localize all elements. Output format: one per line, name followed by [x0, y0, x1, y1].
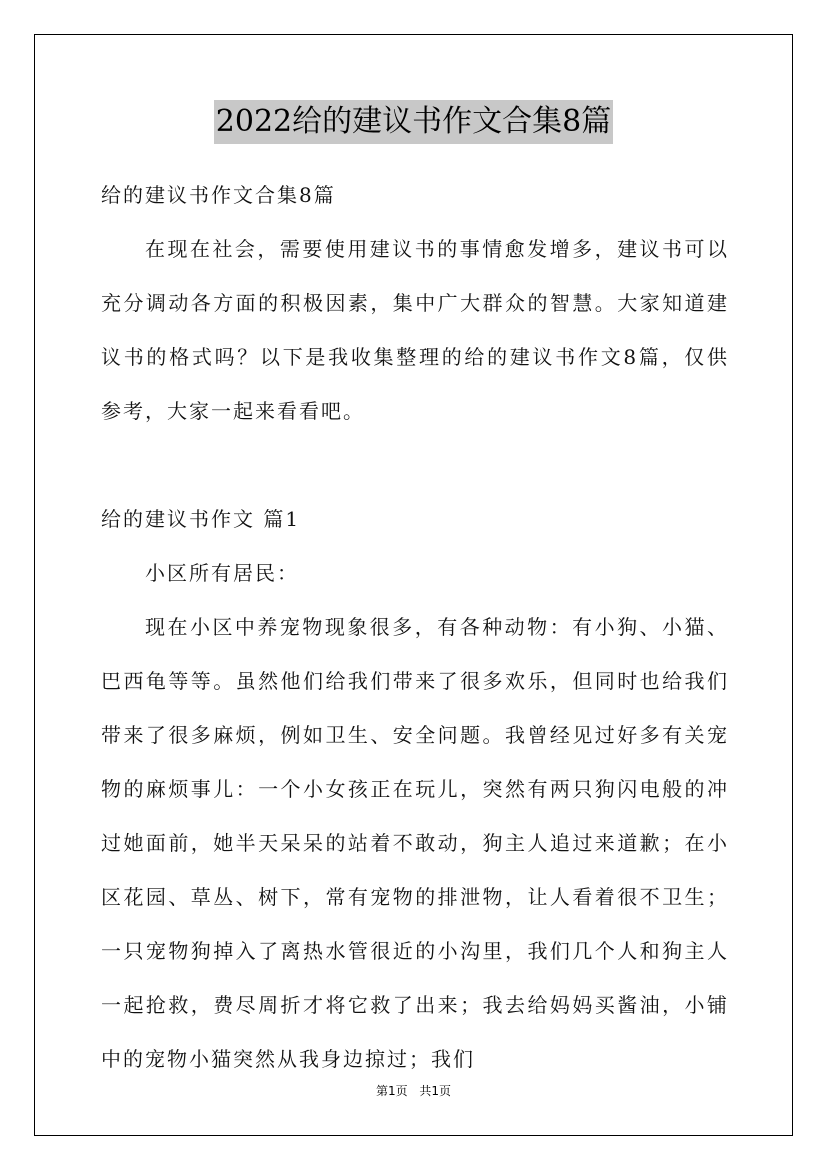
page-total: 共1页: [419, 1084, 452, 1098]
body-paragraph: 现在小区中养宠物现象很多，有各种动物：有小狗、小猫、巴西龟等等。虽然他们给我们带来了很多欢乐，但同时也给我们带来了很多麻烦，例如卫生、安全问题。我曾经见过好多有关宠物的麻烦事儿：一个小女孩正在玩儿，突然有两只狗闪电般的冲过她面前，她半天呆呆的站着不敢动，狗主人追过来道歉；在小区花园、草丛、树下，常有宠物的排泄物，让人看着很不卫生；一只宠物狗掉入了离热水管很近的小沟里，我们几个人和狗主人一起抢救，费尽周折才将它救了出来；我去给妈妈买酱油，小铺中的宠物小猫突然从我身边掠过；我们: [101, 615, 729, 1071]
section-spacer: [101, 438, 729, 492]
page-footer: [0, 1082, 827, 1099]
section-heading: 给的建议书作文 篇1: [101, 507, 301, 531]
document-subtitle: 给的建议书作文合集8篇: [101, 183, 336, 207]
page-number: 第1页: [375, 1084, 408, 1098]
document-body: [101, 168, 729, 1086]
salutation: 小区所有居民：: [145, 561, 299, 585]
title-container: [0, 100, 827, 144]
document-title: 2022给的建议书作文合集8篇: [214, 100, 613, 144]
intro-paragraph: 在现在社会，需要使用建议书的事情愈发增多，建议书可以充分调动各方面的积极因素，集中广大群众的智慧。大家知道建议书的格式吗？以下是我收集整理的给的建议书作文8篇，仅供参考，大家一起来看看吧。: [101, 237, 729, 423]
